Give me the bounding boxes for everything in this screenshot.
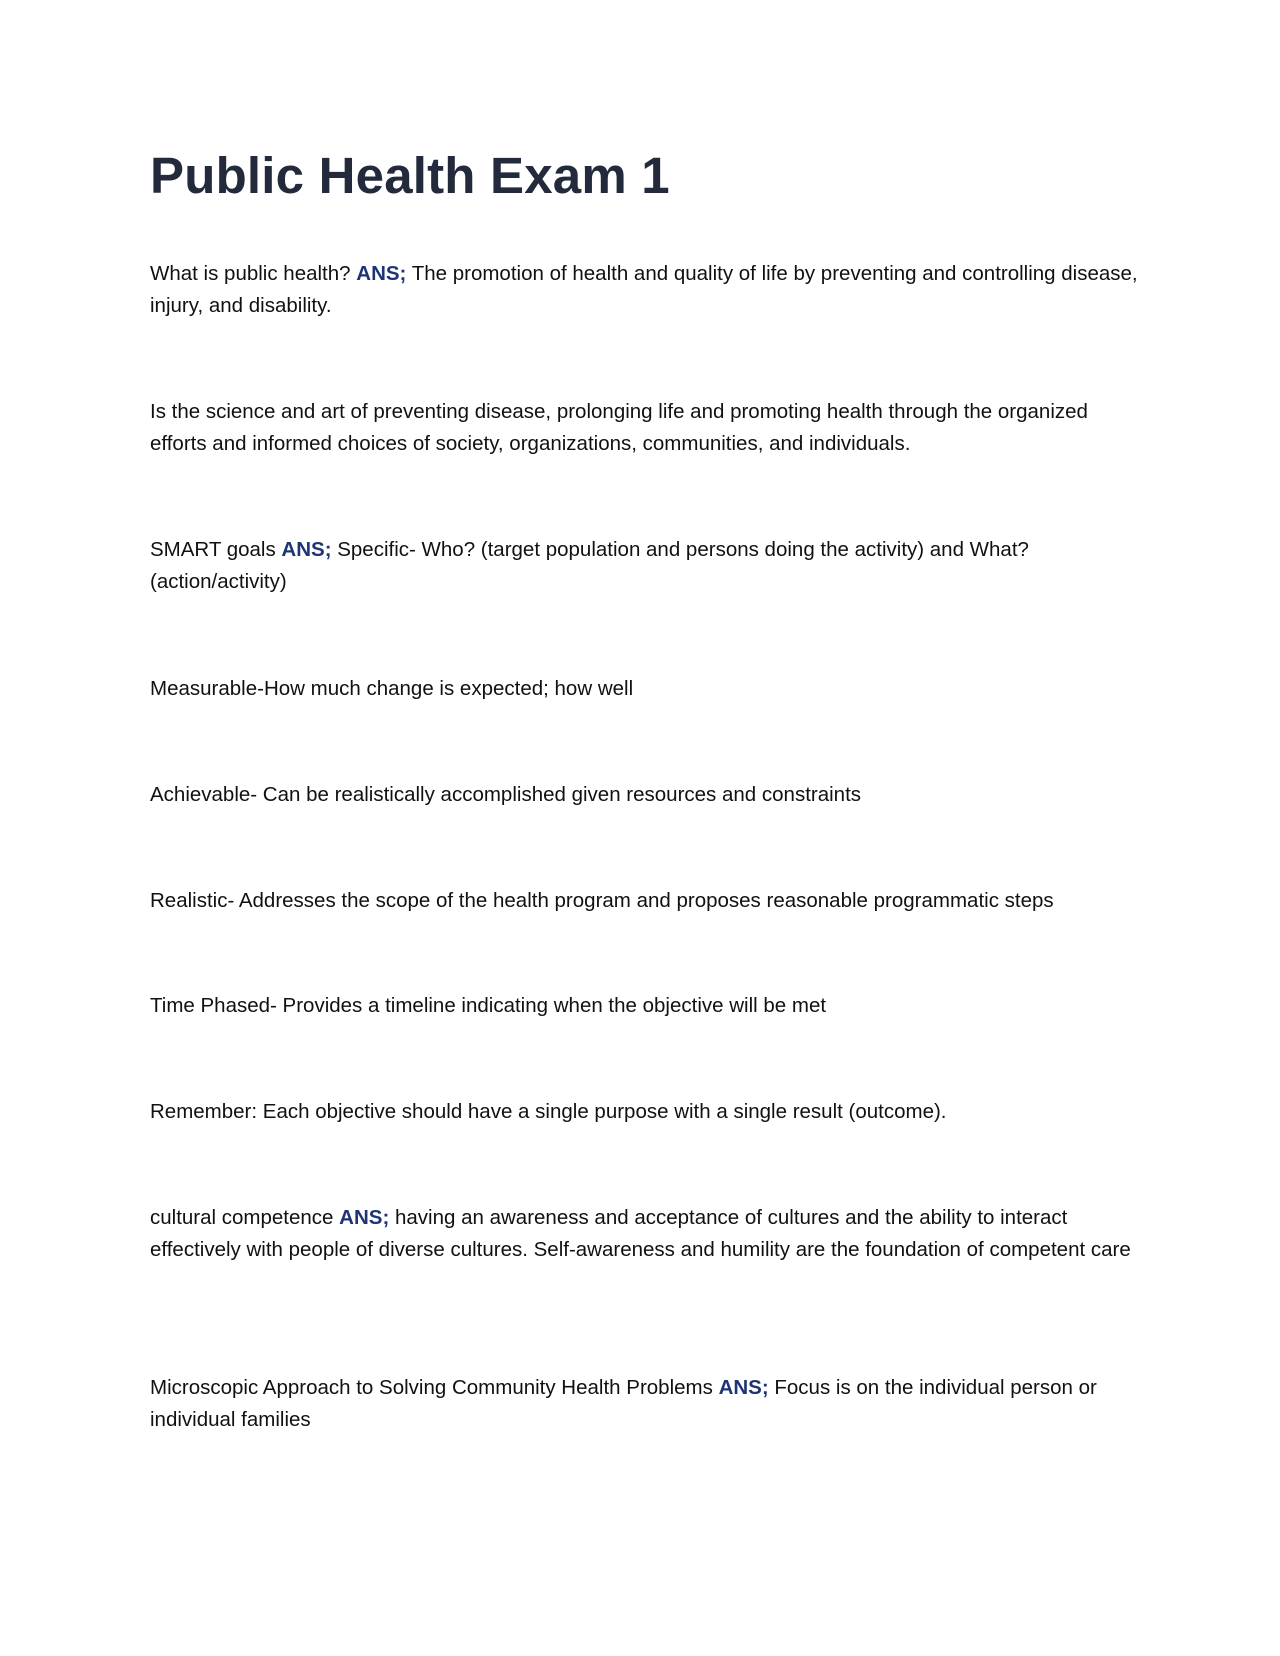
answer-text: having an awareness and acceptance of cultures and the ability to interact effectively with people of diverse cultures. Self-awareness and humility are the foundation of competent care (150, 1206, 1131, 1261)
question-text: cultural competence (150, 1206, 334, 1229)
qa-entry (150, 258, 1140, 322)
ans-marker: ANS; (339, 1206, 390, 1229)
text-entry: Measurable-How much change is expected; how well (150, 677, 634, 700)
question-text: SMART goals (150, 538, 276, 561)
page-title: Public Health Exam 1 (150, 147, 670, 204)
text-entry: Remember: Each objective should have a single purpose with a single result (outcome). (150, 1100, 947, 1123)
answer-text: Specific- Who? (target population and persons doing the activity) and What? (action/activity) (150, 538, 1029, 593)
qa-entry (150, 534, 1140, 598)
qa-entry (150, 1202, 1140, 1266)
answer-text: Focus is on the individual person or individual families (150, 1376, 1097, 1431)
text-entry: Realistic- Addresses the scope of the health program and proposes reasonable programmatic steps (150, 889, 1054, 912)
question-text: What is public health? (150, 262, 351, 285)
ans-marker: ANS; (356, 262, 407, 285)
qa-entry (150, 1372, 1140, 1436)
text-entry: Achievable- Can be realistically accomplished given resources and constraints (150, 783, 862, 806)
ans-marker: ANS; (281, 538, 332, 561)
text-entry: Is the science and art of preventing disease, prolonging life and promoting health through the organized efforts and informed choices of society, organizations, communities, and individuals. (150, 400, 1088, 455)
text-entry: Time Phased- Provides a timeline indicating when the objective will be met (150, 994, 827, 1017)
ans-marker: ANS; (718, 1376, 769, 1399)
question-text: Microscopic Approach to Solving Community Health Problems (150, 1376, 713, 1399)
answer-text: The promotion of health and quality of life by preventing and controlling disease, injury, and disability. (150, 262, 1138, 317)
